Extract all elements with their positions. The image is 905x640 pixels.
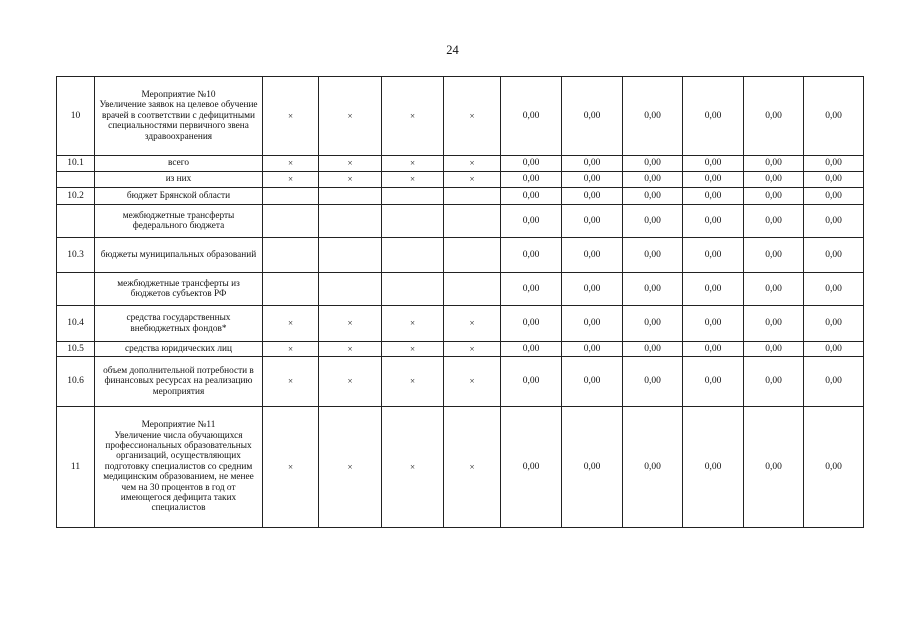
mark-cell — [319, 188, 382, 205]
value-cell: 0,00 — [744, 407, 804, 528]
value-cell: 0,00 — [683, 156, 744, 172]
mark-cell: × — [444, 407, 501, 528]
value-cell: 0,00 — [744, 342, 804, 357]
mark-cell: × — [263, 357, 319, 407]
value-cell: 0,00 — [562, 205, 623, 238]
mark-cell — [382, 238, 444, 273]
row-number-cell — [57, 273, 95, 306]
table-row — [57, 357, 864, 407]
value-cell: 0,00 — [744, 238, 804, 273]
value-cell: 0,00 — [623, 306, 683, 342]
value-cell: 0,00 — [804, 77, 864, 156]
value-cell: 0,00 — [623, 156, 683, 172]
value-cell: 0,00 — [501, 407, 562, 528]
table-row — [57, 205, 864, 238]
mark-cell: × — [263, 306, 319, 342]
mark-cell: × — [444, 172, 501, 188]
row-number-cell: 10.6 — [57, 357, 95, 407]
value-cell: 0,00 — [804, 342, 864, 357]
value-cell: 0,00 — [744, 188, 804, 205]
mark-cell: × — [382, 172, 444, 188]
mark-cell: × — [444, 156, 501, 172]
table-row — [57, 407, 864, 528]
table-row — [57, 188, 864, 205]
mark-cell — [263, 188, 319, 205]
value-cell: 0,00 — [804, 205, 864, 238]
table-body — [57, 77, 864, 528]
value-cell: 0,00 — [744, 172, 804, 188]
row-description-cell: межбюджетные трансферты из бюджетов субъектов РФ — [95, 273, 263, 306]
mark-cell: × — [444, 342, 501, 357]
value-cell: 0,00 — [683, 273, 744, 306]
value-cell: 0,00 — [623, 205, 683, 238]
row-description-cell: объем дополнительной потребности в финансовых ресурсах на реализацию мероприятия — [95, 357, 263, 407]
value-cell: 0,00 — [804, 407, 864, 528]
value-cell: 0,00 — [562, 238, 623, 273]
value-cell: 0,00 — [683, 306, 744, 342]
value-cell: 0,00 — [623, 188, 683, 205]
row-number-cell: 10.1 — [57, 156, 95, 172]
table-row — [57, 306, 864, 342]
value-cell: 0,00 — [683, 357, 744, 407]
row-number-cell: 11 — [57, 407, 95, 528]
row-number-cell: 10.4 — [57, 306, 95, 342]
mark-cell: × — [263, 342, 319, 357]
mark-cell: × — [319, 357, 382, 407]
mark-cell — [382, 205, 444, 238]
value-cell: 0,00 — [501, 77, 562, 156]
value-cell: 0,00 — [744, 205, 804, 238]
value-cell: 0,00 — [501, 357, 562, 407]
mark-cell: × — [319, 77, 382, 156]
budget-table — [56, 76, 864, 528]
mark-cell: × — [319, 342, 382, 357]
mark-cell — [263, 273, 319, 306]
value-cell: 0,00 — [744, 306, 804, 342]
mark-cell: × — [444, 357, 501, 407]
row-description-cell: межбюджетные трансферты федерального бюджета — [95, 205, 263, 238]
value-cell: 0,00 — [501, 306, 562, 342]
value-cell: 0,00 — [562, 156, 623, 172]
value-cell: 0,00 — [501, 342, 562, 357]
value-cell: 0,00 — [501, 156, 562, 172]
mark-cell: × — [444, 77, 501, 156]
table-row — [57, 77, 864, 156]
mark-cell — [263, 205, 319, 238]
value-cell: 0,00 — [562, 77, 623, 156]
value-cell: 0,00 — [623, 342, 683, 357]
table-row — [57, 156, 864, 172]
mark-cell — [444, 188, 501, 205]
mark-cell: × — [382, 306, 444, 342]
mark-cell: × — [263, 156, 319, 172]
mark-cell: × — [263, 407, 319, 528]
value-cell: 0,00 — [804, 306, 864, 342]
mark-cell — [319, 238, 382, 273]
value-cell: 0,00 — [804, 273, 864, 306]
value-cell: 0,00 — [804, 238, 864, 273]
value-cell: 0,00 — [744, 357, 804, 407]
mark-cell: × — [263, 77, 319, 156]
value-cell: 0,00 — [804, 188, 864, 205]
value-cell: 0,00 — [683, 238, 744, 273]
value-cell: 0,00 — [623, 273, 683, 306]
table-row — [57, 342, 864, 357]
mark-cell — [263, 238, 319, 273]
value-cell: 0,00 — [683, 407, 744, 528]
mark-cell: × — [319, 172, 382, 188]
value-cell: 0,00 — [562, 407, 623, 528]
mark-cell — [319, 273, 382, 306]
table-row — [57, 172, 864, 188]
value-cell: 0,00 — [562, 357, 623, 407]
value-cell: 0,00 — [562, 342, 623, 357]
row-number-cell: 10.2 — [57, 188, 95, 205]
value-cell: 0,00 — [501, 205, 562, 238]
value-cell: 0,00 — [804, 357, 864, 407]
value-cell: 0,00 — [683, 77, 744, 156]
mark-cell: × — [382, 156, 444, 172]
mark-cell: × — [319, 407, 382, 528]
mark-cell — [444, 273, 501, 306]
value-cell: 0,00 — [501, 188, 562, 205]
value-cell: 0,00 — [683, 205, 744, 238]
value-cell: 0,00 — [804, 172, 864, 188]
value-cell: 0,00 — [683, 172, 744, 188]
table-row — [57, 238, 864, 273]
row-description-cell: всего — [95, 156, 263, 172]
mark-cell: × — [382, 77, 444, 156]
row-description-cell: бюджет Брянской области — [95, 188, 263, 205]
value-cell: 0,00 — [562, 273, 623, 306]
mark-cell — [444, 205, 501, 238]
value-cell: 0,00 — [562, 188, 623, 205]
value-cell: 0,00 — [501, 172, 562, 188]
row-description-cell: средства государственных внебюджетных фондов* — [95, 306, 263, 342]
value-cell: 0,00 — [623, 77, 683, 156]
mark-cell: × — [319, 156, 382, 172]
mark-cell: × — [382, 407, 444, 528]
value-cell: 0,00 — [744, 156, 804, 172]
mark-cell — [382, 188, 444, 205]
row-description-cell: Мероприятие №11 Увеличение числа обучающихся профессиональных образовательных организаций, осуществляющих подготовку специалистов со средним медицинским образованием, не менее чем на 30 процентов в год от имеющегося дефицита таких специалистов — [95, 407, 263, 528]
value-cell: 0,00 — [804, 156, 864, 172]
mark-cell: × — [382, 357, 444, 407]
mark-cell — [444, 238, 501, 273]
value-cell: 0,00 — [623, 407, 683, 528]
row-description-cell: из них — [95, 172, 263, 188]
row-number-cell — [57, 172, 95, 188]
row-number-cell — [57, 205, 95, 238]
value-cell: 0,00 — [744, 273, 804, 306]
value-cell: 0,00 — [623, 357, 683, 407]
row-description-cell: средства юридических лиц — [95, 342, 263, 357]
mark-cell — [382, 273, 444, 306]
row-number-cell: 10.3 — [57, 238, 95, 273]
mark-cell — [319, 205, 382, 238]
row-description-cell: Мероприятие №10 Увеличение заявок на целевое обучение врачей в соответствии с дефицитными специальностями первичного звена здравоохранения — [95, 77, 263, 156]
value-cell: 0,00 — [683, 188, 744, 205]
mark-cell: × — [319, 306, 382, 342]
page-number: 24 — [446, 43, 459, 57]
value-cell: 0,00 — [744, 77, 804, 156]
value-cell: 0,00 — [623, 172, 683, 188]
row-description-cell: бюджеты муниципальных образований — [95, 238, 263, 273]
value-cell: 0,00 — [501, 238, 562, 273]
value-cell: 0,00 — [623, 238, 683, 273]
value-cell: 0,00 — [501, 273, 562, 306]
value-cell: 0,00 — [562, 172, 623, 188]
value-cell: 0,00 — [683, 342, 744, 357]
table-row — [57, 273, 864, 306]
value-cell: 0,00 — [562, 306, 623, 342]
row-number-cell: 10 — [57, 77, 95, 156]
mark-cell: × — [444, 306, 501, 342]
mark-cell: × — [263, 172, 319, 188]
mark-cell: × — [382, 342, 444, 357]
row-number-cell: 10.5 — [57, 342, 95, 357]
